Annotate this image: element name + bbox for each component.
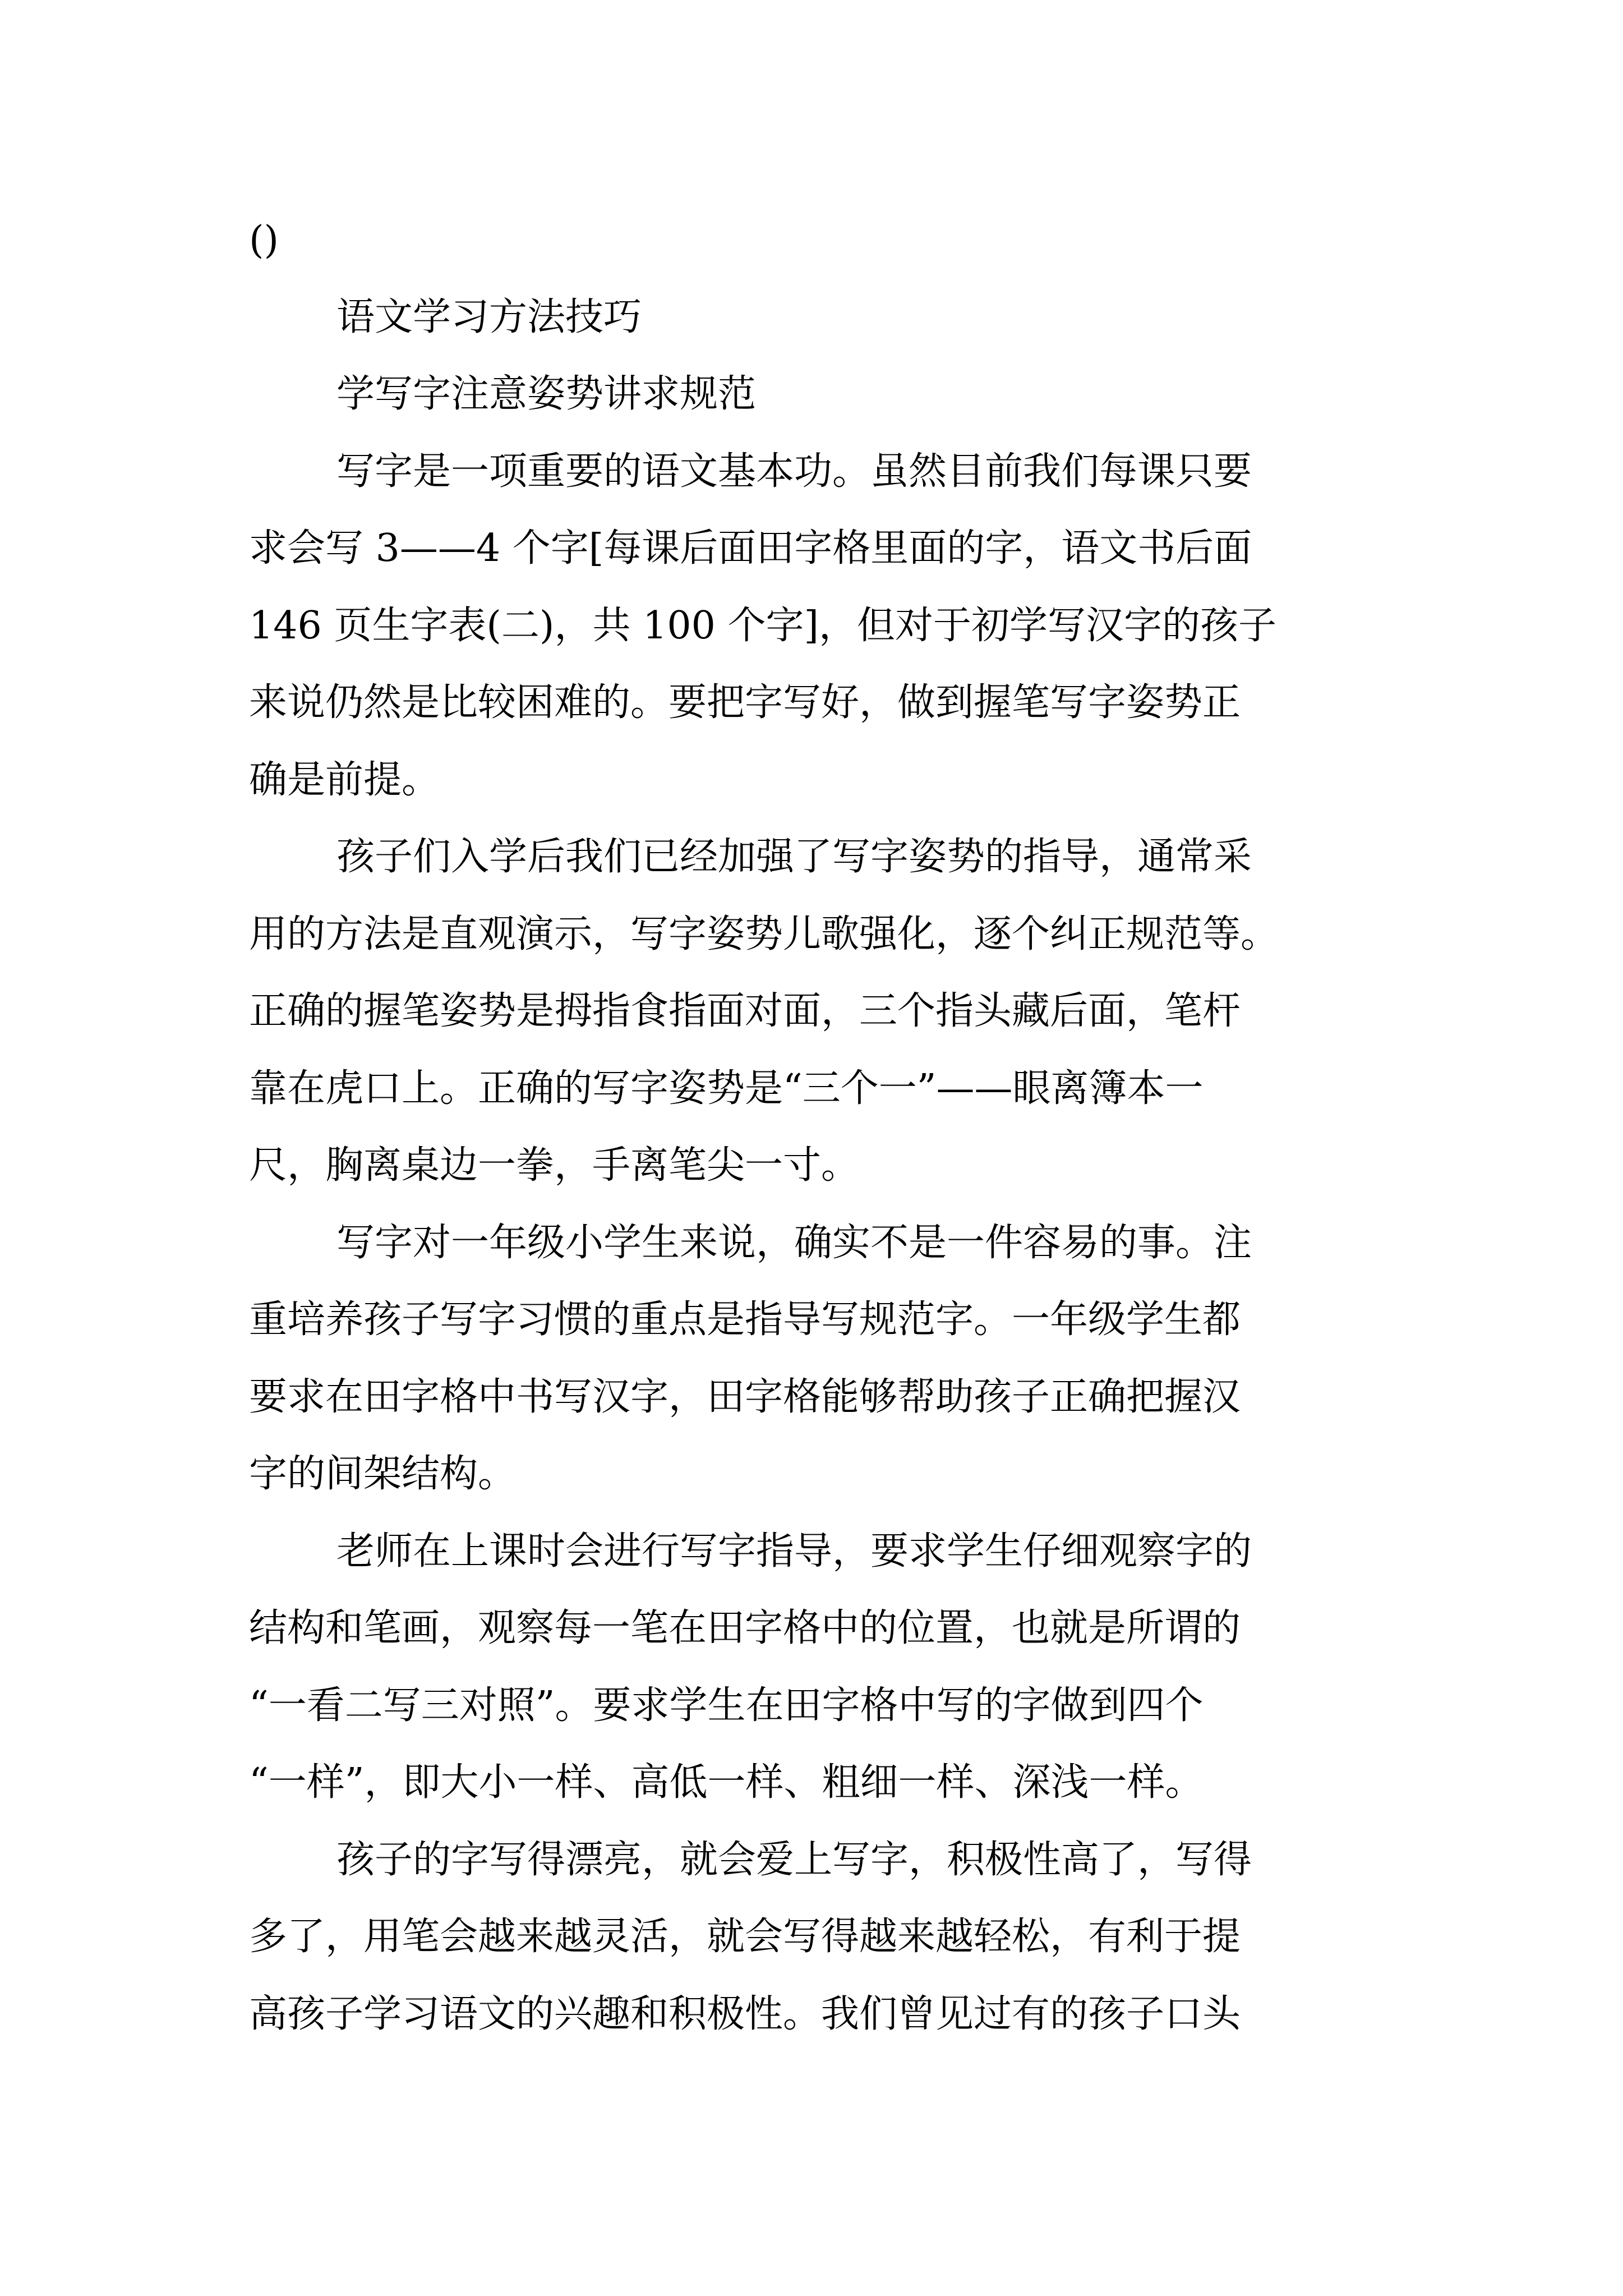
paragraph-1-line: 确是前提。	[249, 758, 440, 802]
paragraph-2-line: 用的方法是直观演示，写字姿势儿歌强化，逐个纠正规范等。	[249, 912, 1279, 956]
paragraph-1-line: 求会写 3——4 个字[每课后面田字格里面的字，语文书后面	[249, 526, 1252, 570]
bracket-line: ()	[249, 218, 279, 263]
paragraph-4-line: 老师在上课时会进行写字指导，要求学生仔细观察字的	[336, 1529, 1252, 1573]
paragraph-5-line: 孩子的字写得漂亮，就会爱上写字，积极性高了，写得	[336, 1838, 1252, 1882]
paragraph-3-line: 写字对一年级小学生来说，确实不是一件容易的事。注	[336, 1221, 1252, 1265]
paragraph-3-line: 字的间架结构。	[249, 1452, 517, 1496]
paragraph-1-line: 146 页生字表(二)，共 100 个字]，但对于初学写汉字的孩子	[249, 604, 1277, 648]
paragraph-3-line: 要求在田字格中书写汉字，田字格能够帮助孩子正确把握汉	[249, 1375, 1241, 1419]
paragraph-2-line: 孩子们入学后我们已经加强了写字姿势的指导，通常采	[336, 835, 1252, 879]
paragraph-2-line: 尺，胸离桌边一拳，手离笔尖一寸。	[249, 1143, 860, 1188]
paragraph-4-line: 结构和笔画，观察每一笔在田字格中的位置，也就是所谓的	[249, 1606, 1241, 1650]
paragraph-4-line: “一样”，即大小一样、高低一样、粗细一样、深浅一样。	[249, 1760, 1204, 1805]
paragraph-1-line: 写字是一项重要的语文基本功。虽然目前我们每课只要	[336, 449, 1252, 494]
paragraph-2-line: 正确的握笔姿势是拇指食指面对面，三个指头藏后面，笔杆	[249, 989, 1241, 1033]
paragraph-5-line: 高孩子学习语文的兴趣和积极性。我们曾见过有的孩子口头	[249, 1992, 1241, 2036]
section-title: 学写字注意姿势讲求规范	[336, 372, 757, 416]
paragraph-3-line: 重培养孩子写字习惯的重点是指导写规范字。一年级学生都	[249, 1297, 1241, 1342]
paragraph-2-line: 靠在虎口上。正确的写字姿势是“三个一”——眼离簿本一	[249, 1066, 1204, 1111]
paragraph-1-line: 来说仍然是比较困难的。要把字写好，做到握笔写字姿势正	[249, 680, 1241, 725]
paragraph-5-line: 多了，用笔会越来越灵活，就会写得越来越轻松，有利于提	[249, 1915, 1241, 1959]
paragraph-4-line: “一看二写三对照”。要求学生在田字格中写的字做到四个	[249, 1683, 1204, 1728]
heading-title: 语文学习方法技巧	[336, 295, 642, 339]
